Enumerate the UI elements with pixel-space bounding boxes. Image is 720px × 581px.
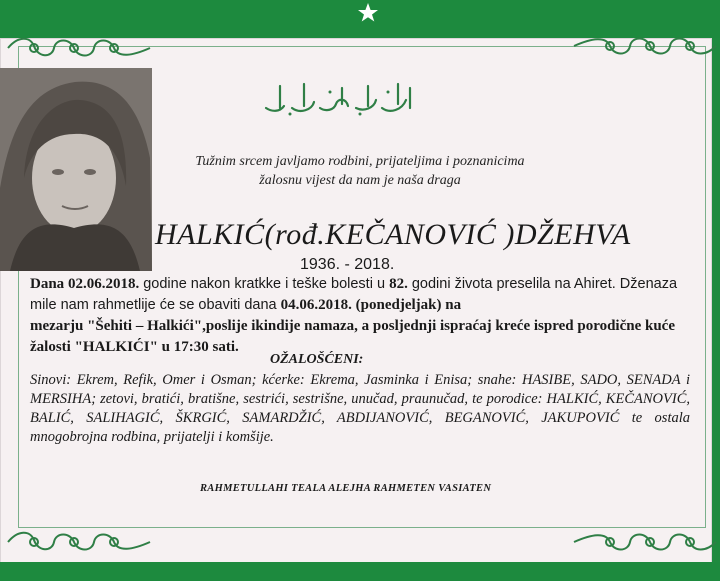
death-date: 02.06.2018.: [67, 276, 140, 292]
deceased-photo: [0, 68, 152, 271]
announcement-segment: godini života preselila na Ahiret. Dženaza mile nam rahmetlije će se obaviti dana: [30, 276, 678, 313]
funeral-day: (ponedjeljak): [351, 297, 442, 313]
announcement-segment: godine nakon kratkke i teške bolesti u: [139, 276, 390, 292]
ornament-corner-icon: [570, 530, 720, 554]
mourners-heading: OŽALOŠĆENI:: [270, 352, 364, 367]
crescent-star-icon: [312, 0, 412, 42]
deceased-name: HALKIĆ(rođ.KEČANOVIĆ )DŽEHVA: [155, 218, 631, 251]
closing-prayer: RAHMETULLAHI TEALA ALEJHA RAHMETEN VASIATEN: [200, 483, 492, 494]
announcement-text: [30, 274, 686, 358]
life-years: 1936. - 2018.: [300, 256, 395, 273]
announcement-segment: na: [441, 297, 462, 313]
intro-line-1: Tužnim srcem javljamo rodbini, prijateljima i poznanicima: [195, 154, 525, 169]
funeral-time: u 17:30 sati.: [157, 339, 239, 355]
ornament-corner-icon: [4, 36, 154, 60]
funeral-date: 04.06.2018.: [280, 297, 352, 313]
place-label: mezarju: [30, 318, 88, 334]
family-house: "HALKIĆI": [74, 339, 158, 355]
date-label: Dana: [30, 276, 65, 292]
intro-text: [150, 152, 570, 190]
mourners-list: Sinovi: Ekrem, Refik, Omer i Osman; kćerke: Ekrema, Jasminka i Enisa; snahe: HASIBE, SADO, SENADA i MERSIHA; zetovi, bratići, bratišne, sestrići, sestrišne, unučad, praunučad, te porodice: HALKIĆ, KEČANOVIĆ, BALIĆ, SALIHAGIĆ, ŠKRGIĆ, SAMARDŽIĆ, ABDIJANOVIĆ, BEGANOVIĆ, JAKUPOVIĆ te ostala mnogobrojna rodbina, prijatelji i komšije.: [30, 372, 690, 445]
age: 82.: [389, 276, 408, 292]
bottom-green-band: [0, 562, 720, 581]
burial-place: "Šehiti – Halkići": [87, 318, 203, 334]
ornament-corner-icon: [570, 34, 720, 58]
intro-line-2: žalosnu vijest da nam je naša draga: [259, 173, 461, 188]
ornament-corner-icon: [4, 530, 154, 554]
announcement-segment: ,poslije ikindije namaza, a posljednji ispraćaj kreće ispred porodične kuće žalosti: [30, 318, 675, 355]
arabic-calligraphy: [260, 78, 420, 118]
